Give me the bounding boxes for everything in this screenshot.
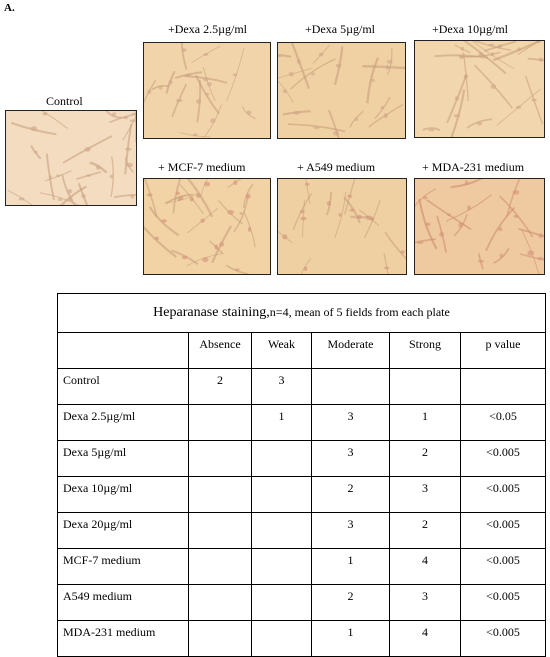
column-header: p value: [461, 333, 546, 369]
table-cell: [189, 513, 252, 549]
row-label: MDA-231 medium: [58, 621, 189, 657]
table-cell: 1: [252, 405, 312, 441]
image-label-dexa-2-5: +Dexa 2.5µg/ml: [168, 22, 248, 36]
table-cell: [252, 585, 312, 621]
table-title: [58, 294, 546, 333]
row-label: Dexa 10µg/ml: [58, 477, 189, 513]
micrograph-dexa-10: [414, 40, 545, 138]
column-header: Absence: [189, 333, 252, 369]
table-cell: [189, 441, 252, 477]
table-cell: [312, 369, 390, 405]
column-header: [58, 333, 189, 369]
table-row: [58, 405, 546, 441]
panel-letter: A.: [4, 2, 15, 14]
table-row: [58, 549, 546, 585]
table-row: [58, 441, 546, 477]
heparanase-staining-table: [57, 293, 546, 657]
table-cell: <0.005: [461, 585, 546, 621]
table-row: [58, 621, 546, 657]
image-label-a549: + A549 medium: [297, 160, 376, 174]
table-cell: 3: [390, 477, 461, 513]
table-cell: 2: [312, 585, 390, 621]
micrograph-mda231: [414, 178, 545, 275]
table-row: [58, 585, 546, 621]
row-label: Dexa 20µg/ml: [58, 513, 189, 549]
column-header: Strong: [390, 333, 461, 369]
table-header-row: [58, 333, 546, 369]
micrograph-dexa-2-5: [143, 42, 271, 139]
table-cell: [189, 549, 252, 585]
table-cell: 1: [312, 549, 390, 585]
table-cell: <0.005: [461, 441, 546, 477]
image-label-dexa-5: +Dexa 5µg/ml: [305, 22, 376, 36]
table-cell: 3: [390, 585, 461, 621]
table-cell: [390, 369, 461, 405]
table-cell: 1: [390, 405, 461, 441]
table-cell: [189, 585, 252, 621]
table-row: [58, 477, 546, 513]
table-cell: 3: [312, 441, 390, 477]
table-title-main: Heparanase staining,: [153, 305, 270, 320]
table-cell: 4: [390, 549, 461, 585]
table-row: [58, 513, 546, 549]
table-cell: [189, 477, 252, 513]
table-row: [58, 369, 546, 405]
table-cell: 2: [390, 441, 461, 477]
image-label-mda231: + MDA-231 medium: [422, 160, 525, 174]
table-cell: [252, 513, 312, 549]
table-cell: [189, 621, 252, 657]
column-header: Moderate: [312, 333, 390, 369]
table-title-sub: n=4, mean of 5 fields from each plate: [269, 305, 450, 319]
row-label: A549 medium: [58, 585, 189, 621]
micrograph-a549: [277, 178, 407, 275]
table-cell: <0.005: [461, 513, 546, 549]
micrograph-mcf7: [143, 178, 271, 275]
table-cell: 3: [252, 369, 312, 405]
table-cell: 3: [312, 513, 390, 549]
image-label-mcf7: + MCF-7 medium: [158, 160, 246, 174]
column-header: Weak: [252, 333, 312, 369]
table-cell: [252, 477, 312, 513]
row-label: Control: [58, 369, 189, 405]
table-cell: [461, 369, 546, 405]
table-cell: <0.005: [461, 621, 546, 657]
table-cell: 2: [189, 369, 252, 405]
micrograph-dexa-5: [277, 42, 406, 139]
table-cell: <0.005: [461, 477, 546, 513]
row-label: Dexa 2.5µg/ml: [58, 405, 189, 441]
table-cell: <0.005: [461, 549, 546, 585]
table-cell: [252, 441, 312, 477]
image-label-control: Control: [46, 94, 83, 108]
table-cell: [252, 549, 312, 585]
row-label: MCF-7 medium: [58, 549, 189, 585]
table-cell: [252, 621, 312, 657]
table-cell: <0.05: [461, 405, 546, 441]
table-cell: 2: [312, 477, 390, 513]
row-label: Dexa 5µg/ml: [58, 441, 189, 477]
table-cell: 3: [312, 405, 390, 441]
image-label-dexa-10: +Dexa 10µg/ml: [432, 22, 509, 36]
table-cell: 2: [390, 513, 461, 549]
table-cell: 4: [390, 621, 461, 657]
table-cell: 1: [312, 621, 390, 657]
table-cell: [189, 405, 252, 441]
micrograph-control: [5, 110, 137, 206]
